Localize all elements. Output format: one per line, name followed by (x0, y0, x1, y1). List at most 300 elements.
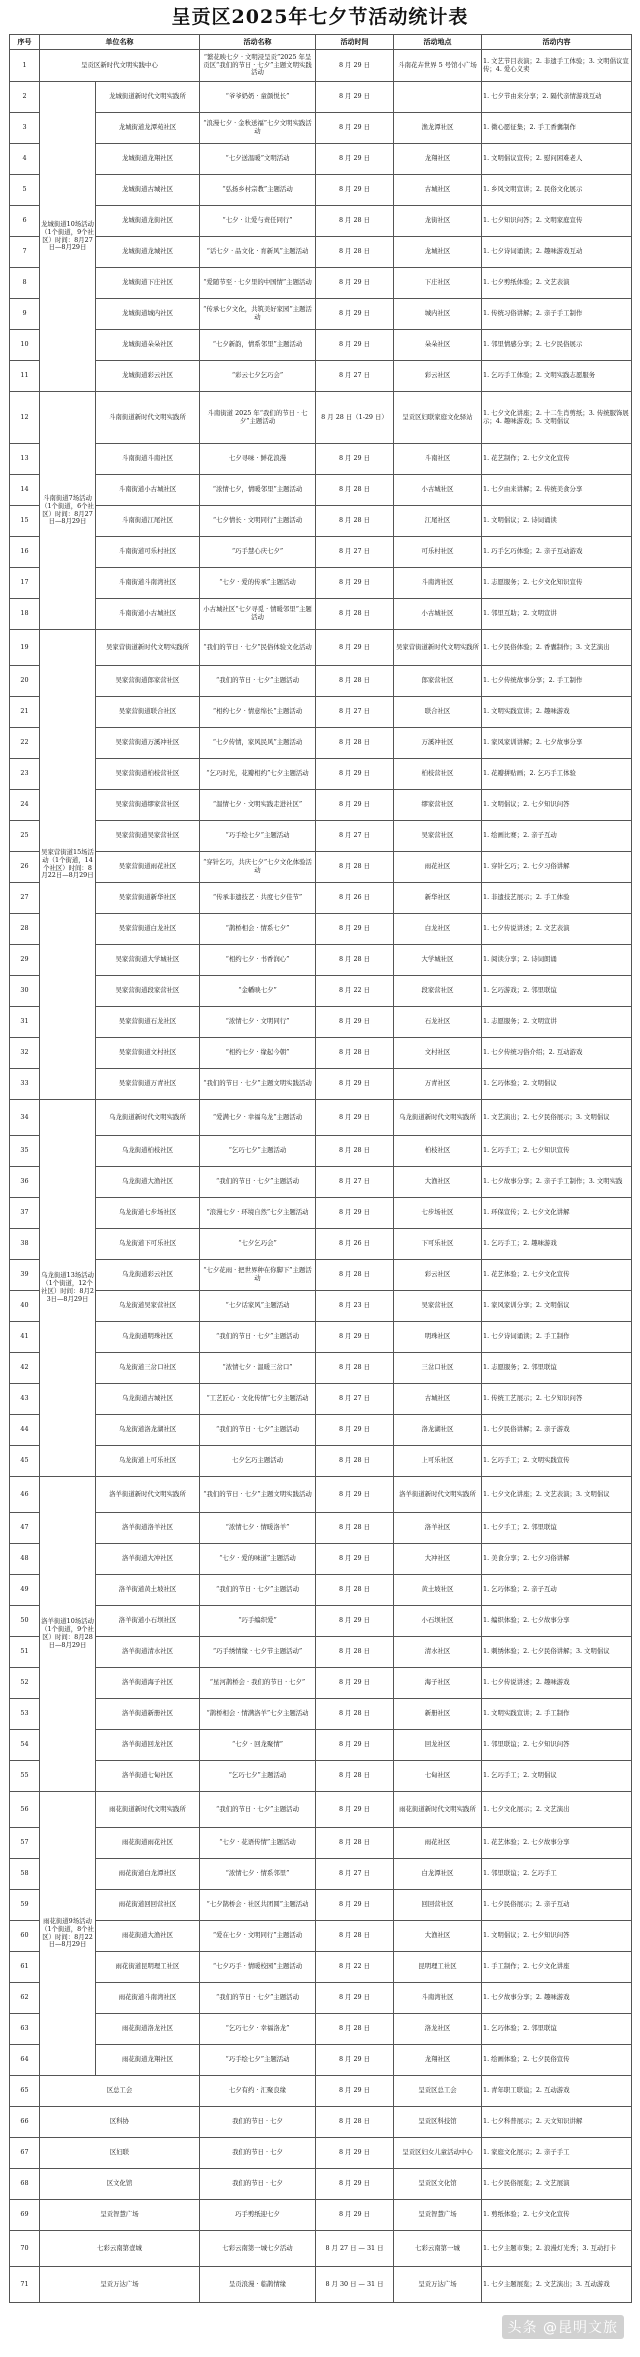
activity-time: 8 月 26 日 (316, 883, 394, 914)
row-number: 25 (10, 821, 40, 852)
activity-name: 我们的节日 · 七夕 (200, 2107, 316, 2138)
activity-location: 吴家营社区 (394, 821, 482, 852)
activity-name: “七夕新韵，情系邻里”主题活动 (200, 330, 316, 361)
row-number: 32 (10, 1038, 40, 1069)
activity-name: “七夕花雨 · 把世界种在你脚下”主题活动 (200, 1260, 316, 1291)
table-row (10, 392, 632, 444)
activity-content: 1. 邻里联谊；2. 乞巧手工 (482, 1859, 632, 1890)
activity-location: 呈贡区妇女儿童活动中心 (394, 2138, 482, 2169)
row-number: 52 (10, 1668, 40, 1699)
activity-name: “我们的节日 · 七夕”主题活动 (200, 1983, 316, 2014)
activity-name: “七夕 · 花语传情”主题活动 (200, 1828, 316, 1859)
activity-name: “爷爷奶奶 · 童颜悦长” (200, 82, 316, 113)
row-number: 28 (10, 914, 40, 945)
activity-location (394, 82, 482, 113)
activity-location: 斗南湾社区 (394, 568, 482, 599)
activity-location: 柏枝社区 (394, 1136, 482, 1167)
activity-content: 1. 七夕文化讲座；2. 文艺表演；3. 文明倡议 (482, 1477, 632, 1513)
activity-name: 呈贡浪漫 · 临鹊情缘 (200, 2267, 316, 2303)
table-row (10, 599, 632, 630)
activity-name: 小古城社区“七夕寻觅 · 情暖邻里”主题活动 (200, 599, 316, 630)
activity-time: 8 月 29 日 (316, 113, 394, 144)
activity-time: 8 月 29 日 (316, 1069, 394, 1100)
activity-name: “巧手慧心庆七夕” (200, 537, 316, 568)
unit-group: 呈贡万达广场 (40, 2267, 200, 2303)
activity-location: 斗南湾社区 (394, 1983, 482, 2014)
row-number: 47 (10, 1513, 40, 1544)
activity-name: “七夕巧手 · 情暖校园”主题活动 (200, 1952, 316, 1983)
activity-time: 8 月 29 日 (316, 759, 394, 790)
table-row (10, 50, 632, 82)
row-number: 6 (10, 206, 40, 237)
activity-content: 1. 七夕传统习俗介绍；2. 互动游戏 (482, 1038, 632, 1069)
activity-content: 1. 七夕文化展示；2. 文艺演出 (482, 1792, 632, 1828)
activity-time: 8 月 28 日 (316, 1353, 394, 1384)
row-number: 65 (10, 2076, 40, 2107)
activity-time: 8 月 30 日 — 31 日 (316, 2267, 394, 2303)
table-row (10, 175, 632, 206)
activity-time: 8 月 29 日 (316, 1983, 394, 2014)
activity-name: “星河鹊桥会 · 我们的节日 · 七夕” (200, 1668, 316, 1699)
activity-content: 1. 乞巧体验；2. 文明倡议 (482, 1069, 632, 1100)
table-row (10, 1415, 632, 1446)
unit-name: 雨花街道雨花社区 (96, 1828, 200, 1859)
row-number: 24 (10, 790, 40, 821)
activity-name: “七夕 · 爱的味道”主题活动 (200, 1544, 316, 1575)
table-row (10, 1260, 632, 1291)
unit-group: 洛羊街道10场活动（1个街道，9个社区）时间：8月28日—8月29日 (40, 1477, 96, 1792)
table-row (10, 113, 632, 144)
activity-name: “相约七夕 · 缘起今朝” (200, 1038, 316, 1069)
activity-name: “鹊桥相会 · 情满洛羊”七夕主题活动 (200, 1699, 316, 1730)
activity-name: “乞巧时光，花瓣相约”七夕主题活动 (200, 759, 316, 790)
activity-location: 郎家营社区 (394, 666, 482, 697)
activity-name: “弘扬乡村宗教”主题活动 (200, 175, 316, 206)
unit-name: 吴家营街道万溪冲社区 (96, 728, 200, 759)
activity-name: “彩云七夕乞巧会” (200, 361, 316, 392)
row-number: 5 (10, 175, 40, 206)
unit-name: 洛羊街道回龙社区 (96, 1730, 200, 1761)
activity-location: 古城社区 (394, 175, 482, 206)
unit-name: 龙城街道彩云社区 (96, 361, 200, 392)
unit-name: 斗南街道斗南社区 (96, 444, 200, 475)
table-row (10, 1921, 632, 1952)
row-number: 12 (10, 392, 40, 444)
activity-name: “传承非遗技艺 · 共度七夕佳节” (200, 883, 316, 914)
activity-name: “传承七夕文化，共筑美好家园”主题活动 (200, 299, 316, 330)
table-row (10, 1038, 632, 1069)
activity-time: 8 月 29 日 (316, 1606, 394, 1637)
activity-name: “爱随节至 · 七夕里的中国情”主题活动 (200, 268, 316, 299)
activity-content: 1. 青年职工联谊；2. 互动游戏 (482, 2076, 632, 2107)
activity-content: 1. 乞巧游戏；2. 邻里联谊 (482, 976, 632, 1007)
header-row (10, 35, 632, 50)
row-number: 66 (10, 2107, 40, 2138)
activity-location: 回龙社区 (394, 1730, 482, 1761)
activity-location: 洛羊社区 (394, 1513, 482, 1544)
activity-location: 大学城社区 (394, 945, 482, 976)
activity-location: 龙翔社区 (394, 144, 482, 175)
unit-name: 斗南街道新时代文明实践所 (96, 392, 200, 444)
activity-time: 8 月 28 日 (316, 1761, 394, 1792)
activity-time: 8 月 29 日 (316, 1668, 394, 1699)
header-cell: 活动时间 (316, 35, 394, 50)
activity-time: 8 月 22 日 (316, 1952, 394, 1983)
table-row (10, 537, 632, 568)
row-number: 71 (10, 2267, 40, 2303)
activity-content: 1. 七夕主题市集；2. 浪漫灯光秀；3. 互动打卡 (482, 2231, 632, 2267)
unit-name: 雨花街道回回营社区 (96, 1890, 200, 1921)
activity-location: 昆明理工社区 (394, 1952, 482, 1983)
activity-name: 巧手剪纸迎七夕 (200, 2200, 316, 2231)
activity-location: 白龙社区 (394, 914, 482, 945)
table-row (10, 759, 632, 790)
activity-time: 8 月 29 日 (316, 914, 394, 945)
activity-location: 万溪冲社区 (394, 728, 482, 759)
activity-name: “我们的节日 · 七夕”主题活动 (200, 1415, 316, 1446)
row-number: 49 (10, 1575, 40, 1606)
activity-location: 龙街社区 (394, 206, 482, 237)
unit-name: 吴家营街道大学城社区 (96, 945, 200, 976)
activity-table (9, 34, 632, 2303)
activity-location: 洛龙社区 (394, 2014, 482, 2045)
activity-name: “相约七夕 · 情意绵长”主题活动 (200, 697, 316, 728)
activity-time: 8 月 28 日 (316, 1575, 394, 1606)
activity-location: 大渔社区 (394, 1167, 482, 1198)
unit-group: 吴家营街道15场活动（1个街道，14个社区）时间：8月22日—8月29日 (40, 630, 96, 1100)
row-number: 41 (10, 1322, 40, 1353)
activity-location: 江尾社区 (394, 506, 482, 537)
activity-content: 1. 非遗技艺展示；2. 手工体验 (482, 883, 632, 914)
row-number: 7 (10, 237, 40, 268)
activity-name: “浓情七夕 · 情暖洛羊” (200, 1513, 316, 1544)
activity-location: 小古城社区 (394, 599, 482, 630)
activity-content: 1. 志愿服务；2. 文明宣讲 (482, 1007, 632, 1038)
activity-content: 1. 七夕故事分享；2. 亲子手工制作；3. 文明实践 (482, 1167, 632, 1198)
unit-name: 乌龙街道明珠社区 (96, 1322, 200, 1353)
row-number: 56 (10, 1792, 40, 1828)
activity-time: 8 月 29 日 (316, 2138, 394, 2169)
activity-name: “温情七夕 · 文明实践走进社区” (200, 790, 316, 821)
activity-name: “七夕送温暖”文明活动 (200, 144, 316, 175)
activity-time: 8 月 28 日 (316, 2014, 394, 2045)
unit-name: 龙城街道下庄社区 (96, 268, 200, 299)
activity-location: 万青社区 (394, 1069, 482, 1100)
unit-name: 洛羊街道七甸社区 (96, 1761, 200, 1792)
unit-name: 吴家营街道吴家营社区 (96, 821, 200, 852)
activity-time: 8 月 28 日 (316, 1260, 394, 1291)
activity-name: “我们的节日 · 七夕”主题活动 (200, 1575, 316, 1606)
table-row (10, 1291, 632, 1322)
activity-name: 七夕寻味 · 鲜花浪漫 (200, 444, 316, 475)
activity-location: 龙城社区 (394, 237, 482, 268)
unit-name: 乌龙街道彩云社区 (96, 1260, 200, 1291)
unit-name: 龙城街道龙翔社区 (96, 144, 200, 175)
activity-name: “七夕乞巧会” (200, 1229, 316, 1260)
activity-time: 8 月 28 日 (316, 1513, 394, 1544)
activity-location: 呈贡区文化馆 (394, 2169, 482, 2200)
row-number: 29 (10, 945, 40, 976)
activity-time: 8 月 22 日 (316, 976, 394, 1007)
row-number: 39 (10, 1260, 40, 1291)
activity-location: 七彩云南第一城 (394, 2231, 482, 2267)
table-row (10, 2107, 632, 2138)
table-row (10, 475, 632, 506)
table-row (10, 1890, 632, 1921)
table-row (10, 1983, 632, 2014)
activity-name: 斗南街道 2025 年“我们的节日 · 七夕”主题活动 (200, 392, 316, 444)
activity-time: 8 月 28 日 (316, 1828, 394, 1859)
activity-name: “七夕情长 · 文明同行”主题活动 (200, 506, 316, 537)
unit-name: 洛羊街道新册社区 (96, 1699, 200, 1730)
activity-content: 1. 文明倡议宣传；2. 慰问困难老人 (482, 144, 632, 175)
activity-content: 1. 绘画体验；2. 七夕民俗宣传 (482, 2045, 632, 2076)
table-row (10, 1100, 632, 1136)
activity-name: “爱满七夕 · 幸福乌龙”主题活动 (200, 1100, 316, 1136)
activity-location: 城内社区 (394, 299, 482, 330)
activity-content: 1. 乞巧手工；2. 文明实践宣传 (482, 1446, 632, 1477)
row-number: 61 (10, 1952, 40, 1983)
row-number: 17 (10, 568, 40, 599)
activity-name: 我们的节日 · 七夕 (200, 2138, 316, 2169)
activity-name: “我们的节日 · 七夕”主题文明实践活动 (200, 1069, 316, 1100)
activity-name: 我们的节日 · 七夕 (200, 2169, 316, 2200)
activity-time: 8 月 28 日 (316, 1699, 394, 1730)
table-row (10, 1730, 632, 1761)
activity-time: 8 月 27 日 (316, 821, 394, 852)
table-row (10, 568, 632, 599)
table-row (10, 1353, 632, 1384)
header-cell: 活动内容 (482, 35, 632, 50)
row-number: 2 (10, 82, 40, 113)
row-number: 62 (10, 1983, 40, 2014)
activity-location: 上可乐社区 (394, 1446, 482, 1477)
table-row (10, 976, 632, 1007)
activity-content: 1. 文明倡议；2. 诗词诵读 (482, 506, 632, 537)
activity-time: 8 月 28 日 (316, 945, 394, 976)
unit-name: 龙城街道朵朵社区 (96, 330, 200, 361)
unit-name: 乌龙街道三岔口社区 (96, 1353, 200, 1384)
table-row (10, 444, 632, 475)
activity-location: 大渔社区 (394, 1921, 482, 1952)
table-row (10, 1198, 632, 1229)
activity-location: 呈贡万达广场 (394, 2267, 482, 2303)
row-number: 31 (10, 1007, 40, 1038)
unit-name: 乌龙街道七步场社区 (96, 1198, 200, 1229)
table-row (10, 1513, 632, 1544)
table-row (10, 1828, 632, 1859)
activity-content: 1. 文艺节目表演；2. 非遗手工体验；3. 文明倡议宣传；4. 爱心义卖 (482, 50, 632, 82)
activity-location: 可乐村社区 (394, 537, 482, 568)
table-row (10, 1699, 632, 1730)
activity-location: 大冲社区 (394, 1544, 482, 1575)
unit-name: 雨花街道龙翔社区 (96, 2045, 200, 2076)
table-row (10, 1544, 632, 1575)
row-number: 10 (10, 330, 40, 361)
activity-time: 8 月 28 日 (316, 206, 394, 237)
table-row (10, 299, 632, 330)
activity-time: 8 月 27 日 (316, 1384, 394, 1415)
activity-location: 渔龙潭社区 (394, 113, 482, 144)
row-number: 54 (10, 1730, 40, 1761)
unit-name: 乌龙街道下可乐社区 (96, 1229, 200, 1260)
activity-location: 下庄社区 (394, 268, 482, 299)
activity-location: 回回营社区 (394, 1890, 482, 1921)
unit-name: 吴家营街道柏枝营社区 (96, 759, 200, 790)
activity-time: 8 月 29 日 (316, 330, 394, 361)
activity-content: 1. 文明倡议；2. 七夕知识问答 (482, 790, 632, 821)
watermark: 头条 @昆明文旅 (502, 2315, 624, 2339)
row-number: 51 (10, 1637, 40, 1668)
activity-content: 1. 花瓣拼贴画；2. 乞巧手工体验 (482, 759, 632, 790)
activity-location: 龙翔社区 (394, 2045, 482, 2076)
activity-location: 新华社区 (394, 883, 482, 914)
row-number: 11 (10, 361, 40, 392)
table-row (10, 144, 632, 175)
activity-content: 1. 志愿服务；2. 邻里联谊 (482, 1353, 632, 1384)
activity-time: 8 月 29 日 (316, 1730, 394, 1761)
unit-name: 吴家营街道郎家营社区 (96, 666, 200, 697)
table-row (10, 790, 632, 821)
activity-location: 段家营社区 (394, 976, 482, 1007)
activity-name: “乞巧七夕”主题活动 (200, 1761, 316, 1792)
activity-time: 8 月 27 日 (316, 537, 394, 568)
activity-location: 乌龙街道新时代文明实践所 (394, 1100, 482, 1136)
unit-name: 乌龙街道上可乐社区 (96, 1446, 200, 1477)
activity-content: 1. 绘画比赛；2. 亲子互动 (482, 821, 632, 852)
row-number: 9 (10, 299, 40, 330)
activity-name: “我们的节日 · 七夕”主题活动 (200, 1792, 316, 1828)
activity-time: 8 月 29 日 (316, 1792, 394, 1828)
unit-name: 洛羊街道海子社区 (96, 1668, 200, 1699)
activity-name: “巧手绘七夕”主题活动 (200, 821, 316, 852)
activity-location: 海子社区 (394, 1668, 482, 1699)
table-row (10, 1477, 632, 1513)
activity-content: 1. 花艺体验；2. 七夕文化宣传 (482, 1260, 632, 1291)
activity-time: 8 月 27 日 (316, 697, 394, 728)
activity-content: 1. 巧手乞巧体验；2. 亲子互动游戏 (482, 537, 632, 568)
unit-name: 雨花街道新时代文明实践所 (96, 1792, 200, 1828)
table-row (10, 1575, 632, 1606)
table-row (10, 330, 632, 361)
table-row (10, 2231, 632, 2267)
row-number: 26 (10, 852, 40, 883)
row-number: 22 (10, 728, 40, 759)
activity-content: 1. 乞巧手工；2. 七夕知识宣传 (482, 1136, 632, 1167)
row-number: 30 (10, 976, 40, 1007)
activity-time: 8 月 29 日 (316, 2200, 394, 2231)
activity-time: 8 月 29 日 (316, 2076, 394, 2107)
activity-name: “我们的节日 · 七夕”主题文明实践活动 (200, 1477, 316, 1513)
activity-content: 1. 七夕民俗展览；2. 文艺展演 (482, 2169, 632, 2200)
row-number: 42 (10, 1353, 40, 1384)
table-row (10, 2169, 632, 2200)
row-number: 43 (10, 1384, 40, 1415)
table-row (10, 945, 632, 976)
unit-group: 区文化馆 (40, 2169, 200, 2200)
table-row (10, 1446, 632, 1477)
activity-name: “我们的节日 · 七夕”主题活动 (200, 666, 316, 697)
activity-location: 清水社区 (394, 1637, 482, 1668)
activity-time: 8 月 28 日 (316, 1637, 394, 1668)
unit-name: 雨花街道昆明理工社区 (96, 1952, 200, 1983)
table-row (10, 1952, 632, 1983)
activity-name: “浪漫七夕 · 金秋送福”七夕文明实践活动 (200, 113, 316, 144)
unit-name: 洛羊街道黄土坡社区 (96, 1575, 200, 1606)
unit-group: 雨花街道9场活动（1个街道，8个社区）时间：8月22日—8月29日 (40, 1792, 96, 2076)
activity-time: 8 月 29 日 (316, 1415, 394, 1446)
unit-name: 雨花街道洛龙社区 (96, 2014, 200, 2045)
unit-name: 吴家营街道段家营社区 (96, 976, 200, 1007)
activity-name: 七彩云南第一城七夕活动 (200, 2231, 316, 2267)
table-row (10, 1792, 632, 1828)
activity-name: 七夕有约 · 汇聚良缘 (200, 2076, 316, 2107)
row-number: 50 (10, 1606, 40, 1637)
activity-name: “七夕传情，家风民风”主题活动 (200, 728, 316, 759)
unit-name: 龙城街道龙街社区 (96, 206, 200, 237)
unit-name: 雨花街道大渔社区 (96, 1921, 200, 1952)
unit-group: 区总工会 (40, 2076, 200, 2107)
table-row (10, 2076, 632, 2107)
table-row (10, 697, 632, 728)
row-number: 57 (10, 1828, 40, 1859)
activity-content: 1. 家庭文化展示；2. 亲子手工 (482, 2138, 632, 2169)
row-number: 60 (10, 1921, 40, 1952)
table-row (10, 852, 632, 883)
row-number: 67 (10, 2138, 40, 2169)
row-number: 40 (10, 1291, 40, 1322)
row-number: 37 (10, 1198, 40, 1229)
table-row (10, 2014, 632, 2045)
activity-location: 新册社区 (394, 1699, 482, 1730)
activity-location: 小石坝社区 (394, 1606, 482, 1637)
activity-location: 呈贡区妇联家庭文化驿站 (394, 392, 482, 444)
table-row (10, 506, 632, 537)
header-cell: 活动名称 (200, 35, 316, 50)
activity-content: 1. 七夕科普展示；2. 天文知识讲解 (482, 2107, 632, 2138)
table-row (10, 1136, 632, 1167)
unit-name: 乌龙街道柏枝社区 (96, 1136, 200, 1167)
activity-name: “相约七夕 · 书香润心” (200, 945, 316, 976)
row-number: 13 (10, 444, 40, 475)
header-cell: 序号 (10, 35, 40, 50)
activity-time: 8 月 29 日 (316, 268, 394, 299)
unit-name: 洛羊街道清水社区 (96, 1637, 200, 1668)
activity-location: 洛龙湖社区 (394, 1415, 482, 1446)
row-number: 53 (10, 1699, 40, 1730)
activity-name: “我们的节日 · 七夕”主题活动 (200, 1167, 316, 1198)
activity-location: 吴家营社区 (394, 1291, 482, 1322)
unit-name: 吴家营街道缪家营社区 (96, 790, 200, 821)
activity-location: 彩云社区 (394, 361, 482, 392)
activity-content: 1. 环保宣传；2. 七夕文化讲解 (482, 1198, 632, 1229)
activity-content: 1. 乞巧手工；2. 趣味游戏 (482, 1229, 632, 1260)
activity-time: 8 月 26 日 (316, 1229, 394, 1260)
table-body (10, 50, 632, 2303)
activity-content: 1. 七夕故事分享；2. 趣味游戏 (482, 1983, 632, 2014)
activity-name: “工艺匠心 · 文化传情”七夕主题活动 (200, 1384, 316, 1415)
activity-location: 古城社区 (394, 1384, 482, 1415)
activity-content: 1. 七夕民俗体验；2. 香囊制作；3. 文艺演出 (482, 630, 632, 666)
unit-name: 龙城街道城内社区 (96, 299, 200, 330)
activity-name: “巧手绣情缘 · 七夕节主题活动” (200, 1637, 316, 1668)
activity-time: 8 月 29 日 (316, 790, 394, 821)
unit-name: 吴家营街道石龙社区 (96, 1007, 200, 1038)
activity-time: 8 月 27 日 (316, 1859, 394, 1890)
row-number: 20 (10, 666, 40, 697)
table-row (10, 1606, 632, 1637)
table-row (10, 914, 632, 945)
